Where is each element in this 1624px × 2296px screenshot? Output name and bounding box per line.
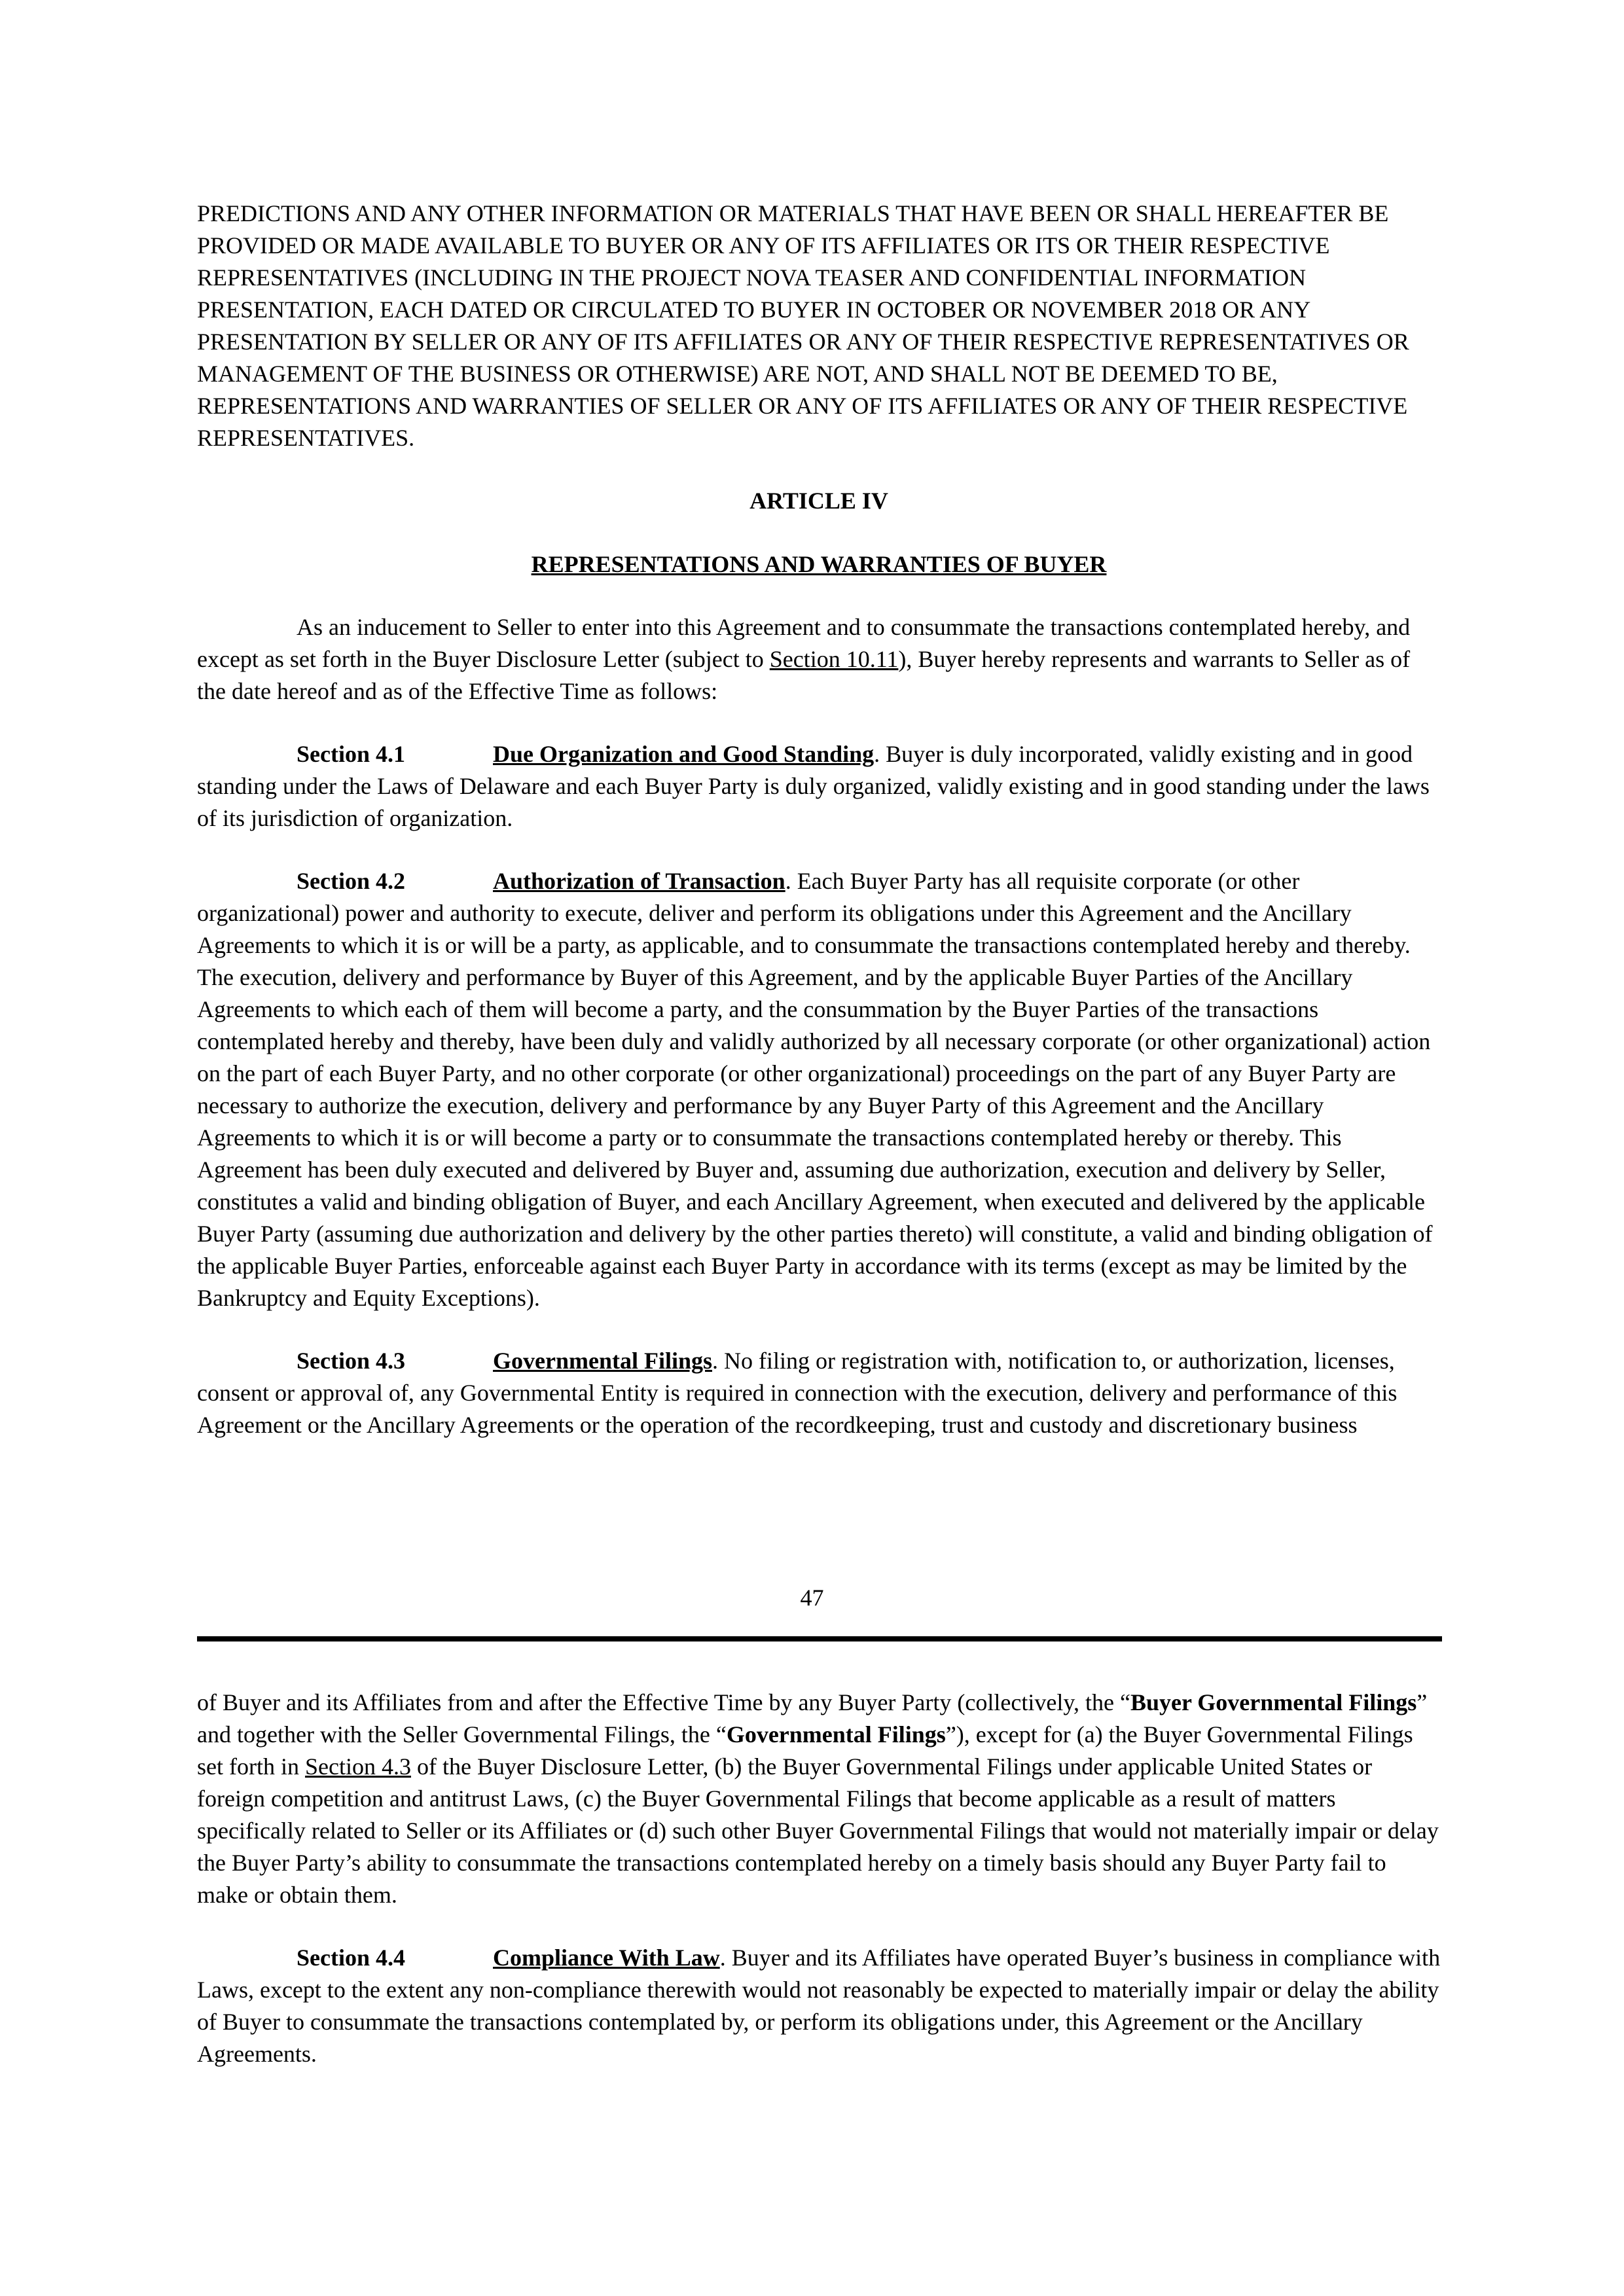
section-4-4 [197, 1942, 1441, 2070]
section-title: Due Organization and Good Standing [493, 741, 875, 767]
intro-paragraph [197, 611, 1441, 708]
section-reference-link: Section 4.3 [304, 1753, 411, 1780]
section-4-1 [197, 738, 1441, 834]
continuation-text: ”), except for (a) the Buyer Governmental Filings set forth in [197, 1721, 1413, 1780]
section-title: Compliance With Law [493, 1945, 720, 1971]
page-break-rule [197, 1636, 1442, 1641]
page-number: 47 [800, 1585, 824, 1611]
continuation-text: of Buyer and its Affiliates from and after the Effective Time by any Buyer Party (collectively, the “ [197, 1689, 1130, 1715]
document-body-top [197, 198, 1441, 1441]
section-4-3-continuation [197, 1687, 1441, 1911]
section-title: Governmental Filings [493, 1348, 712, 1374]
section-number: Section 4.1 [297, 741, 405, 767]
intro-text-after: ), Buyer hereby represents and warrants to Seller as of the date hereof and as of the Effective Time as follows: [197, 646, 1411, 704]
section-reference-link: Section 10.11 [769, 646, 899, 672]
section-number: Section 4.3 [297, 1348, 405, 1374]
section-number: Section 4.4 [297, 1945, 405, 1971]
article-heading: ARTICLE IV [749, 488, 888, 514]
section-body: . Buyer and its Affiliates have operated Buyer’s business in compliance with Laws, except to the extent any non-compliance therewith would not reasonably be expected to materially impair or delay the ability of Buyer to consummate the transactions contemplated by, or perform its obligations under, this Agreement or the Ancillary Agreements. [197, 1945, 1441, 2067]
section-body: . Each Buyer Party has all requisite corporate (or other organizational) power and authority to execute, deliver and perform its obligations under this Agreement and the Ancillary Agreements to which it is or will be a party, as applicable, and to consummate the transactions contemplated hereby and thereby. The execution, delivery and performance by Buyer of this Agreement, and by the applicable Buyer Parties of the Ancillary Agreements to which each of them will become a party, and the consummation by the Buyer Parties of the transactions contemplated hereby and thereby, have been duly and validly authorized by all necessary corporate (or other organizational) action on the part of each Buyer Party, and no other corporate (or other organizational) proceedings on the part of any Buyer Party are necessary to authorize the execution, delivery and performance by any Buyer Party of this Agreement and the Ancillary Agreements to which it is or will become a party or to consummate the transactions contemplated hereby or thereby. This Agreement has been duly executed and delivered by Buyer and, assuming due authorization, execution and delivery by Seller, constitutes a valid and binding obligation of Buyer, and each Ancillary Agreement, when executed and delivered by the applicable Buyer Party (assuming due authorization and delivery by the other parties thereto) will constitute, a valid and binding obligation of the applicable Buyer Parties, enforceable against each Buyer Party in accordance with its terms (except as may be limited by the Bankruptcy and Equity Exceptions). [197, 868, 1433, 1311]
section-number: Section 4.2 [297, 868, 405, 894]
defined-term: Buyer Governmental Filings [1130, 1689, 1417, 1715]
section-title: Authorization of Transaction [493, 868, 785, 894]
section-4-3 [197, 1345, 1441, 1441]
carryover-paragraph: PREDICTIONS AND ANY OTHER INFORMATION OR MATERIALS THAT HAVE BEEN OR SHALL HEREAFTER BE PROVIDED OR MADE AVAILABLE TO BUYER OR ANY OF ITS AFFILIATES OR ITS OR THEIR RESPECTIVE REPRESENTATIVES (INCLUDING IN THE PROJECT NOVA TEASER AND CONFIDENTIAL INFORMATION PRESENTATION, EACH DATED OR CIRCULATED TO BUYER IN OCTOBER OR NOVEMBER 2018 OR ANY PRESENTATION BY SELLER OR ANY OF ITS AFFILIATES OR ANY OF THEIR RESPECTIVE REPRESENTATIVES OR MANAGEMENT OF THE BUSINESS OR OTHERWISE) ARE NOT, AND SHALL NOT BE DEEMED TO BE, REPRESENTATIONS AND WARRANTIES OF SELLER OR ANY OF ITS AFFILIATES OR ANY OF THEIR RESPECTIVE REPRESENTATIVES. [197, 200, 1409, 451]
intro-text-before: As an inducement to Seller to enter into this Agreement and to consummate the transactions contemplated hereby, and except as set forth in the Buyer Disclosure Letter (subject to [197, 614, 1411, 672]
defined-term: Governmental Filings [726, 1721, 946, 1748]
section-body: . Buyer is duly incorporated, validly existing and in good standing under the Laws of Delaware and each Buyer Party is duly organized, validly existing and in good standing under the laws of its jurisdiction of organization. [197, 741, 1430, 831]
article-title: REPRESENTATIONS AND WARRANTIES OF BUYER [531, 551, 1107, 577]
continuation-text: ” and together with the Seller Governmental Filings, the “ [197, 1689, 1428, 1748]
section-body: . No filing or registration with, notification to, or authorization, licenses, consent or approval of, any Governmental Entity is required in connection with the execution, delivery and performance of this Agreement or the Ancillary Agreements or the operation of the recordkeeping, trust and custody and discretionary business [197, 1348, 1398, 1438]
section-4-2 [197, 865, 1441, 1314]
continuation-text: of the Buyer Disclosure Letter, (b) the Buyer Governmental Filings under applicable United States or foreign competition and antitrust Laws, (c) the Buyer Governmental Filings that become applicable as a result of matters specifically related to Seller or its Affiliates or (d) such other Buyer Governmental Filings that would not materially impair or delay the Buyer Party’s ability to consummate the transactions contemplated hereby on a timely basis should any Buyer Party fail to make or obtain them. [197, 1753, 1439, 1908]
document-body-next-page [197, 1687, 1441, 2070]
